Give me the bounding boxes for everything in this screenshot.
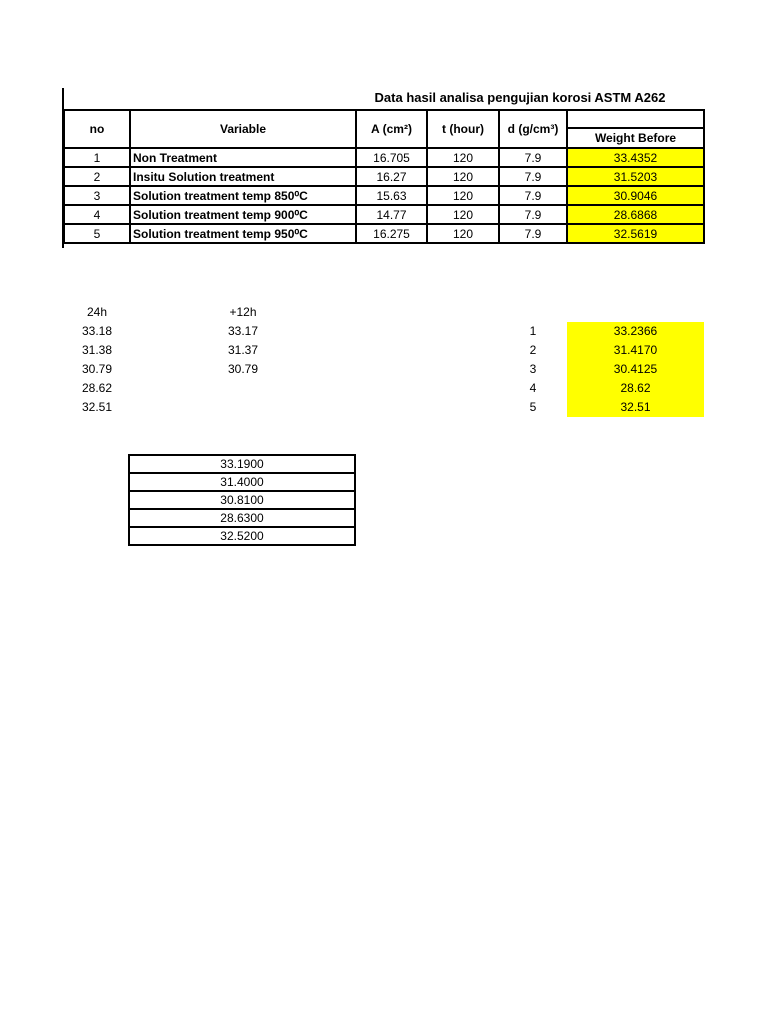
table-row (64, 205, 704, 224)
row-no: 2 (64, 167, 130, 186)
col-24h-value: 33.18 (81, 324, 113, 338)
header-density: d (g/cm³) (499, 110, 567, 148)
table-header-row (64, 110, 704, 148)
right-list-value: 33.2366 (613, 324, 658, 338)
row-time: 120 (427, 167, 499, 186)
table-cell: 31.4000 (129, 473, 355, 491)
row-area: 16.27 (356, 167, 427, 186)
row-area: 14.77 (356, 205, 427, 224)
header-time: t (hour) (427, 110, 499, 148)
row-area: 16.275 (356, 224, 427, 243)
right-list-number: 5 (529, 400, 537, 414)
right-list-value: 31.4170 (613, 343, 658, 357)
col-24h-header: 24h (86, 305, 108, 319)
row-density: 7.9 (499, 186, 567, 205)
table-row (129, 509, 355, 527)
right-list-value: 28.62 (620, 381, 651, 395)
row-no: 3 (64, 186, 130, 205)
row-no: 5 (64, 224, 130, 243)
col-24h-value: 32.51 (81, 400, 113, 414)
row-area: 15.63 (356, 186, 427, 205)
table-row (129, 491, 355, 509)
header-no: no (64, 110, 130, 148)
col-24h-value: 30.79 (81, 362, 113, 376)
row-time: 120 (427, 224, 499, 243)
table-row (129, 455, 355, 473)
row-no: 4 (64, 205, 130, 224)
row-weight-before: 28.6868 (567, 205, 704, 224)
col-12h-header: +12h (229, 305, 257, 319)
table-row (64, 224, 704, 243)
table-row (64, 148, 704, 167)
table-cell: 32.5200 (129, 527, 355, 545)
table-cell: 33.1900 (129, 455, 355, 473)
row-variable: Solution treatment temp 850⁰C (130, 186, 356, 205)
table-cell: 30.8100 (129, 491, 355, 509)
row-variable: Solution treatment temp 950⁰C (130, 224, 356, 243)
row-density: 7.9 (499, 167, 567, 186)
col-12h-value: 30.79 (227, 362, 259, 376)
header-weight-before: Weight Before (568, 127, 703, 147)
table-row (64, 186, 704, 205)
right-list-value: 32.51 (620, 400, 651, 414)
header-area: A (cm²) (356, 110, 427, 148)
table-row (64, 167, 704, 186)
right-list-number: 3 (529, 362, 537, 376)
table-cell: 28.6300 (129, 509, 355, 527)
col-12h-value: 31.37 (227, 343, 259, 357)
row-density: 7.9 (499, 148, 567, 167)
row-time: 120 (427, 148, 499, 167)
row-density: 7.9 (499, 205, 567, 224)
row-time: 120 (427, 205, 499, 224)
header-variable: Variable (130, 110, 356, 148)
row-area: 16.705 (356, 148, 427, 167)
row-weight-before: 30.9046 (567, 186, 704, 205)
row-density: 7.9 (499, 224, 567, 243)
col-12h-value: 33.17 (227, 324, 259, 338)
row-weight-before: 33.4352 (567, 148, 704, 167)
average-weight-table (128, 454, 356, 546)
row-time: 120 (427, 186, 499, 205)
table-row (129, 527, 355, 545)
right-list-number: 1 (529, 324, 537, 338)
row-variable: Non Treatment (130, 148, 356, 167)
row-weight-before: 32.5619 (567, 224, 704, 243)
table-title: Data hasil analisa pengujian korosi ASTM A262 (374, 90, 666, 105)
col-24h-value: 28.62 (81, 381, 113, 395)
header-weight-before-cell (567, 110, 704, 148)
corrosion-data-table (63, 109, 705, 244)
right-list-number: 4 (529, 381, 537, 395)
table-row (129, 473, 355, 491)
row-weight-before: 31.5203 (567, 167, 704, 186)
row-no: 1 (64, 148, 130, 167)
row-variable: Solution treatment temp 900⁰C (130, 205, 356, 224)
right-list-number: 2 (529, 343, 537, 357)
col-24h-value: 31.38 (81, 343, 113, 357)
right-list-value: 30.4125 (613, 362, 658, 376)
row-variable: Insitu Solution treatment (130, 167, 356, 186)
